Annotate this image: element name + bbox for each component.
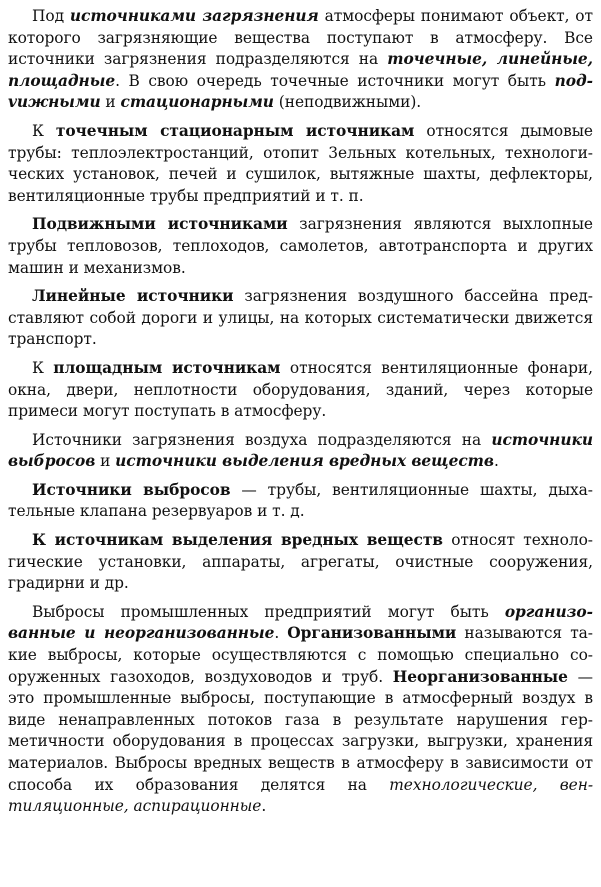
text-span: относятся дымовые трубы: теплоэлектростанций, отопит 3ельных котельных, технологических установок, печей и сушилок, вытяжные шахты, дефлекторы, вентиляционные трубы предприятий и т. п.	[8, 121, 593, 205]
paragraph	[8, 480, 593, 523]
bold-span: Неорганизованные	[392, 667, 568, 686]
text-span: относятся вентиляционные фонари, окна, двери, неплотности оборудования, зданий, через которые примеси могут поступать в атмосферу.	[8, 358, 593, 421]
bold-span: площадным источникам	[53, 358, 281, 377]
text-span: .	[261, 797, 267, 816]
paragraph	[8, 6, 593, 114]
text-span: Под	[32, 7, 70, 25]
text-span: загрязнения являются выхлопные трубы тепловозов, теплоходов, самолетов, автотранспорта и других машин и механизмов.	[8, 215, 593, 277]
bold-span: Источники выбросов	[32, 480, 231, 499]
text-span: . В свою очередь точечные источники могут быть	[115, 71, 555, 90]
text-span: Источники загрязнения воздуха подразделяются на	[32, 430, 492, 449]
bold-span: Подвижными источниками	[32, 215, 288, 234]
text-span: и	[100, 93, 121, 112]
text-span: (неподвижными).	[273, 93, 422, 112]
text-span: — это промышленные выбросы, поступающие в атмосферный воздух в виде ненаправленных потоков газа в результате нарушения герметичности оборудования в процессах загрузки, выгрузки, хранения материалов. Выбросы вредных веществ в атмосферу в зависимости от способа их образования делятся на	[8, 667, 594, 794]
emphasis-span: точечные, линейные, площадные	[8, 50, 593, 90]
paragraph	[8, 121, 593, 207]
paragraph	[8, 430, 593, 473]
emphasis-span: стационарными	[120, 93, 274, 112]
text-span: относят технологические установки, аппараты, агрегаты, очистные сооружения, градирни и др.	[8, 531, 593, 593]
paragraph	[8, 530, 593, 595]
paragraph	[8, 286, 593, 351]
text-span: Выбросы промышленных предприятий могут быть	[32, 602, 505, 621]
text-span: — трубы, вентиляционные шахты, дыхательные клапана резервуаров и т. д.	[8, 480, 593, 521]
text-span: .	[274, 624, 288, 643]
text-span: К	[32, 358, 54, 377]
bold-span: Линейные источники	[32, 287, 234, 306]
emphasis-span: источники выделения вредных веществ	[115, 452, 494, 471]
paragraph	[8, 214, 593, 279]
italic-span: технологические, вентиляционные, аспирационные	[8, 775, 594, 816]
bold-span: точечным стационарным источникам	[55, 121, 415, 140]
emphasis-span: подvижными	[8, 71, 593, 112]
text-span: атмосферы понимают объект, от которого загрязняющие вещества поступают в атмосферу. Все источники загрязнения подразделяются на	[8, 7, 593, 69]
text-span: К	[32, 121, 56, 140]
emphasis-span: организованные и неорганизованные	[8, 602, 593, 643]
bold-span: Организованными	[287, 624, 457, 643]
text-span: называются такие выбросы, которые осуществляются с помощью специально сооруженных газоходов, воздуховодов и труб.	[8, 624, 593, 686]
emphasis-span: источниками загрязнения	[69, 7, 319, 25]
text-span: .	[493, 452, 499, 471]
text-span: и	[95, 452, 116, 471]
paragraph	[8, 602, 593, 818]
emphasis-span: источники выбросов	[8, 430, 593, 471]
paragraph	[8, 358, 593, 423]
bold-span: К источникам выделения вредных веществ	[32, 531, 443, 550]
text-span: загрязнения воздушного бассейна представляют собой дороги и улицы, на которых систематически движется транспорт.	[8, 287, 593, 349]
